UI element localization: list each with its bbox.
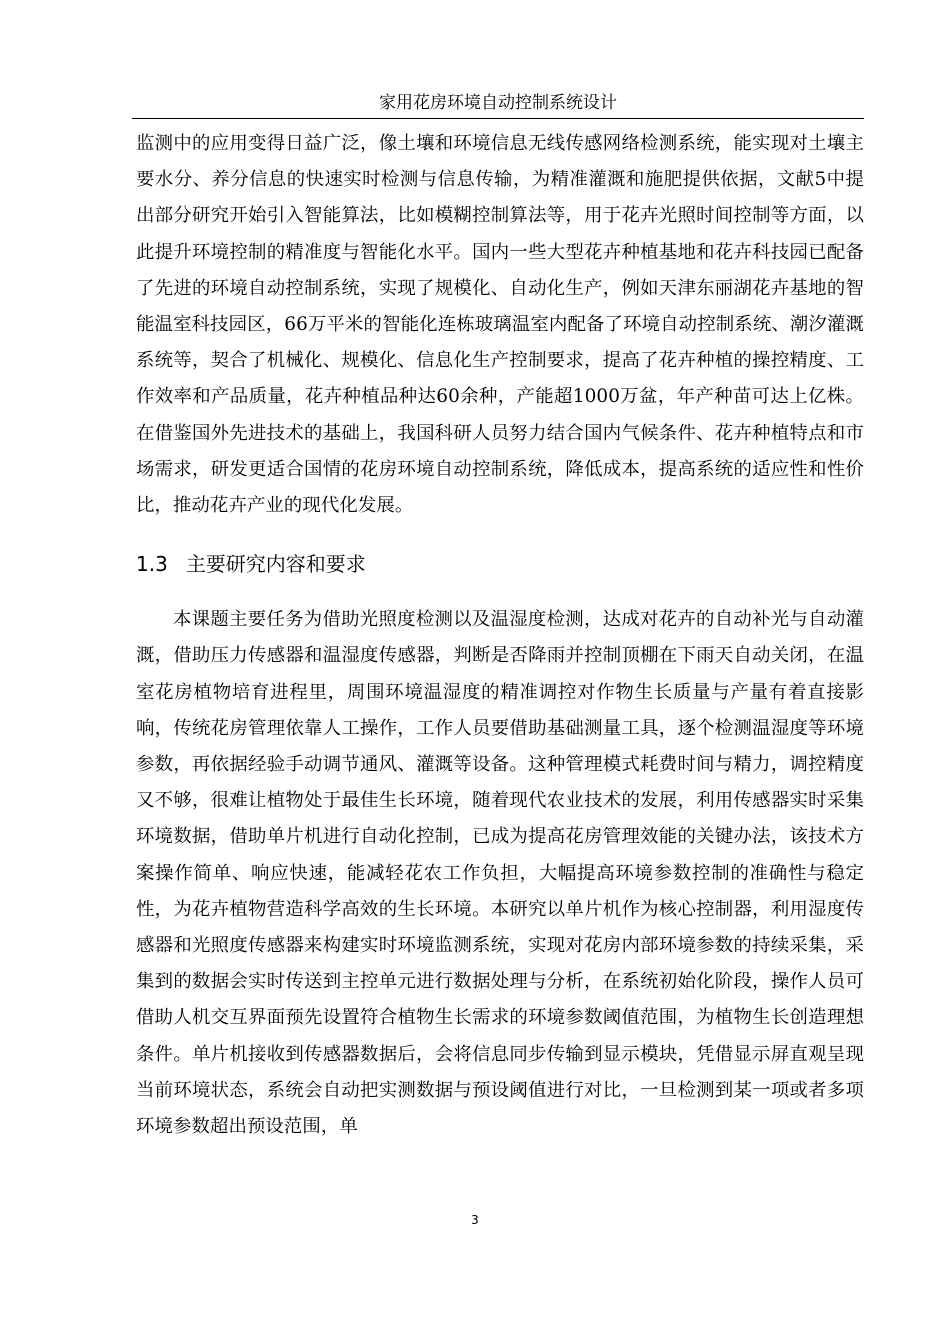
paragraph-main: 本课题主要任务为借助光照度检测以及温湿度检测，达成对花卉的自动补光与自动灌溉，借助压力传感器和温湿度传感器，判断是否降雨并控制顶棚在下雨天自动关闭，在温室花房植物培育进程里，周围环境温湿度的精准调控对作物生长质量与产量有着直接影响，传统花房管理依靠人工操作，工作人员要借助基础测量工具，逐个检测温湿度等环境参数，再依据经验手动调节通风、灌溉等设备。这种管理模式耗费时间与精力，调控精度又不够，很难让植物处于最佳生长环境，随着现代农业技术的发展，利用传感器实时采集环境数据，借助单片机进行自动化控制，已成为提高花房管理效能的关键办法，该技术方案操作简单、响应快速，能减轻花农工作负担，大幅提高环境参数控制的准确性与稳定性，为花卉植物营造科学高效的生长环境。本研究以单片机作为核心控制器，利用湿度传感器和光照度传感器来构建实时环境监测系统，实现对花房内部环境参数的持续采集，采集到的数据会实时传送到主控单元进行数据处理与分析，在系统初始化阶段，操作人员可借助人机交互界面预先设置符合植物生长需求的环境参数阈值范围，为植物生长创造理想条件。单片机接收到传感器数据后，会将信息同步传输到显示模块，凭借显示屏直观呈现当前环境状态，系统会自动把实测数据与预设阈值进行对比，一旦检测到某一项或者多项环境参数超出预设范围，单 (136, 609, 864, 1138)
paragraph-continued: 监测中的应用变得日益广泛，像土壤和环境信息无线传感网络检测系统，能实现对土壤主要水分、养分信息的快速实时检测与信息传输，为精准灌溉和施肥提供依据，文献5中提出部分研究开始引入智能算法，比如模糊控制算法等，用于花卉光照时间控制等方面，以此提升环境控制的精准度与智能化水平。国内一些大型花卉种植基地和花卉科技园已配备了先进的环境自动控制系统，实现了规模化、自动化生产，例如天津东丽湖花卉基地的智能温室科技园区，66万平米的智能化连栋玻璃温室内配备了环境自动控制系统、潮汐灌溉系统等，契合了机械化、规模化、信息化生产控制要求，提高了花卉种植的操控精度、工作效率和产品质量，花卉种植品种达60余种，产能超1000万盆，年产种苗可达上亿株。在借鉴国外先进技术的基础上，我国科研人员努力结合国内气候条件、花卉种植特点和市场需求，研发更适合国情的花房环境自动控制系统，降低成本，提高系统的适应性和性价比，推动花卉产业的现代化发展。 (136, 133, 864, 517)
document-body (136, 126, 864, 1145)
header-title: 家用花房环境自动控制系统设计 (379, 93, 617, 113)
section-title: 主要研究内容和要求 (185, 552, 366, 577)
page-header (132, 88, 864, 119)
section-number: 1.3 (136, 552, 168, 577)
page-number: 3 (471, 1213, 479, 1227)
section-heading (136, 544, 864, 584)
